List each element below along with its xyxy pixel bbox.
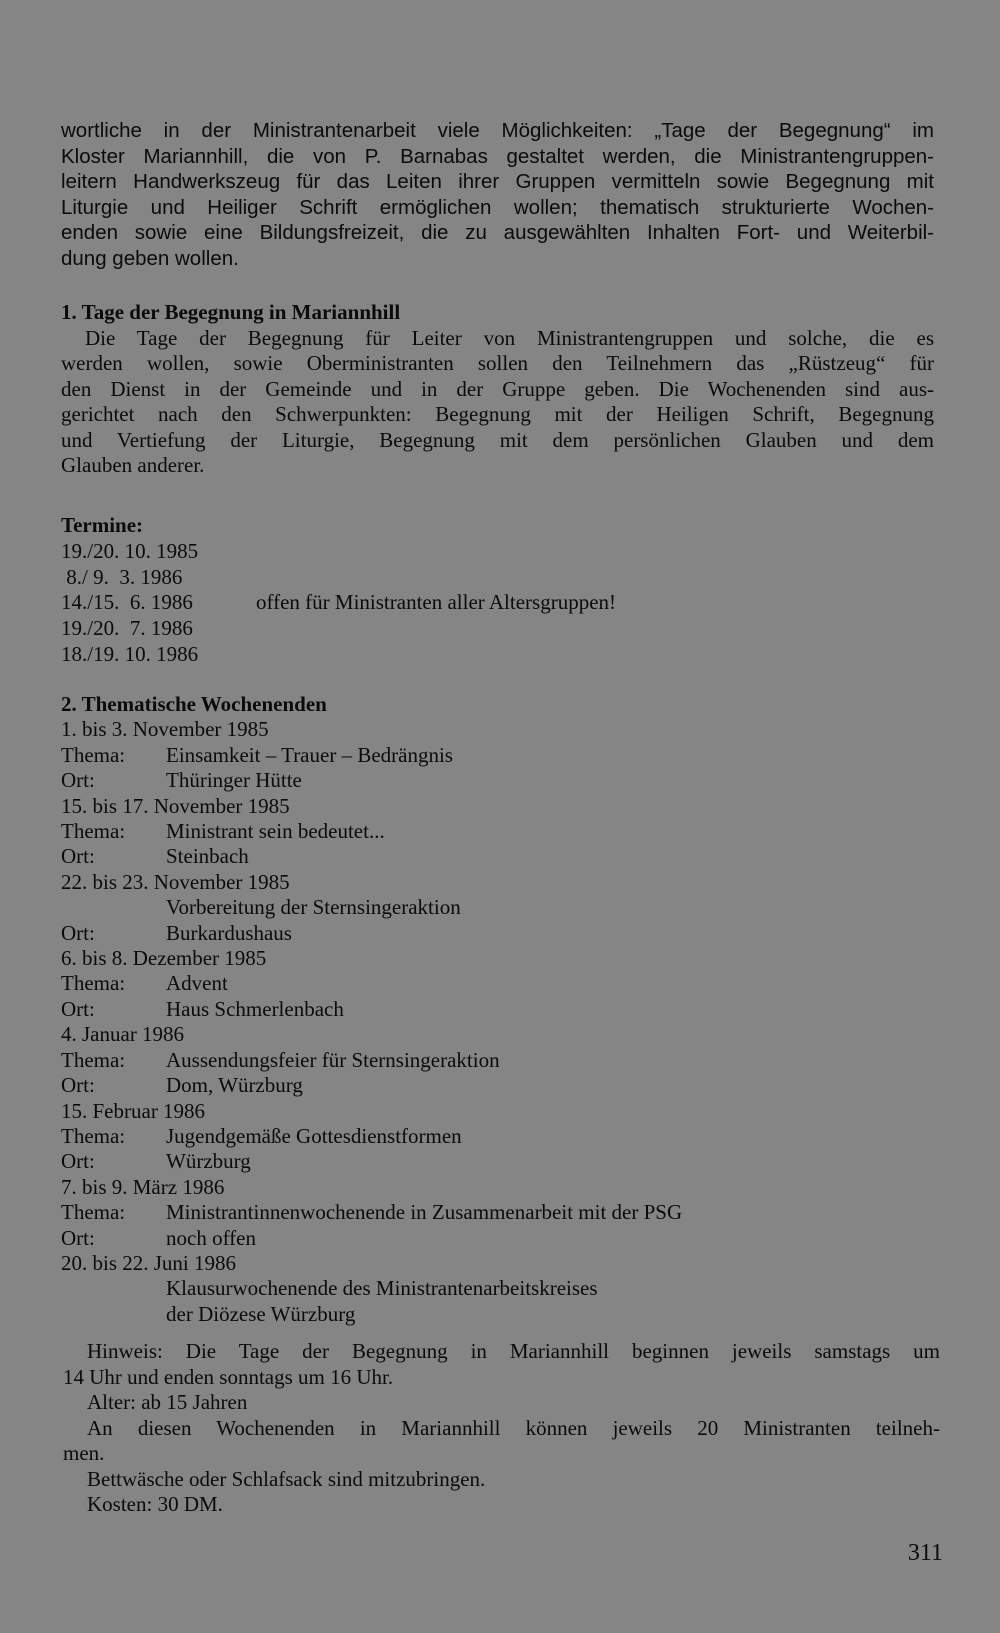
termine-row: [61, 565, 616, 591]
thema-label: Thema:: [61, 971, 126, 996]
event-date: 1. bis 3. November 1985: [61, 717, 269, 742]
thema-value: Advent: [166, 971, 228, 996]
termine-row: [61, 616, 616, 642]
termine-date: 14./15. 6. 1986: [61, 590, 193, 615]
intro-line: dung geben wollen.: [61, 246, 239, 270]
intro-line: Liturgie und Heiliger Schrift ermöglichen wollen; thematisch strukturierte Wochen-: [61, 195, 934, 219]
event-thema: [61, 971, 682, 996]
ort-label: Ort:: [61, 768, 95, 793]
event-ort: [61, 844, 682, 869]
ort-value: Burkardushaus: [166, 920, 292, 945]
ort-label: Ort:: [61, 1149, 95, 1174]
termine-date: 19./20. 7. 1986: [61, 616, 193, 641]
section-1-line: und Vertiefung der Liturgie, Begegnung mit dem persönlichen Glauben und dem: [61, 427, 934, 452]
bettwaesche-line: Bettwäsche oder Schlafsack sind mitzubringen.: [87, 1466, 486, 1491]
termine-heading: Termine:: [61, 513, 144, 537]
termine-list: [61, 513, 616, 668]
ort-label: Ort:: [61, 1225, 95, 1250]
kosten-line: Kosten: 30 DM.: [87, 1492, 223, 1516]
intro-line: leitern Handwerkszeug für das Leiten ihrer Gruppen vermitteln sowie Begegnung mit: [61, 170, 934, 193]
thema-label: Thema:: [61, 819, 126, 844]
termine-date: 18./19. 10. 1986: [61, 641, 199, 666]
termine-row: [61, 642, 616, 668]
notes-block: [63, 1339, 940, 1518]
section-2: [61, 692, 682, 1327]
event-date: 4. Januar 1986: [61, 1022, 185, 1047]
event-ort: [61, 1073, 682, 1098]
section-1: [61, 300, 934, 479]
event-ort: [61, 1226, 682, 1251]
ort-value: Dom, Würzburg: [166, 1073, 303, 1098]
ort-value: Thüringer Hütte: [166, 768, 302, 793]
thema-value: Ministrant sein bedeutet...: [166, 819, 385, 844]
intro-line: wortliche in der Ministrantenarbeit viele Möglichkeiten: „Tage der Begegnung“ im: [61, 119, 934, 142]
event-thema: [61, 1200, 682, 1225]
event-date: 7. bis 9. März 1986: [61, 1174, 225, 1199]
event-thema: [61, 1048, 682, 1073]
hinweis-line: 14 Uhr und enden sonntags um 16 Uhr.: [63, 1364, 394, 1389]
ort-value: Haus Schmerlenbach: [166, 996, 344, 1021]
ort-label: Ort:: [61, 1073, 95, 1098]
event-ort: [61, 1149, 682, 1174]
section-1-line: Die Tage der Begegnung für Leiter von Ministrantengruppen und solche, die es: [85, 325, 934, 350]
thema-value: Jugendgemäße Gottesdienstformen: [166, 1123, 462, 1148]
teilnehmer-line: men.: [63, 1441, 105, 1465]
termine-date: 19./20. 10. 1985: [61, 538, 199, 563]
ort-label: Ort:: [61, 920, 95, 945]
page-number: 311: [907, 1540, 943, 1566]
teilnehmer-line: An diesen Wochenenden in Mariannhill können jeweils 20 Ministranten teilneh-: [87, 1415, 940, 1440]
ort-value: Steinbach: [166, 844, 249, 869]
event-date: 20. bis 22. Juni 1986: [61, 1250, 237, 1275]
termine-date: 8./ 9. 3. 1986: [61, 564, 183, 589]
ort-value: noch offen: [166, 1225, 256, 1250]
ort-label: Ort:: [61, 844, 95, 869]
thema-label: Thema:: [61, 1047, 126, 1072]
section-1-line: den Dienst in der Gemeinde und in der Gruppe geben. Die Wochenenden sind aus-: [61, 376, 934, 401]
event-description: Vorbereitung der Sternsingeraktion: [166, 895, 461, 920]
section-1-line: werden wollen, sowie Oberministranten sollen den Teilnehmern das „Rüstzeug“ für: [61, 351, 934, 375]
event-description: Klausurwochenende des Ministrantenarbeitskreises: [166, 1276, 598, 1301]
thema-label: Thema:: [61, 1123, 126, 1148]
intro-line: enden sowie eine Bildungsfreizeit, die zu ausgewählten Inhalten Fort- und Weiterbil-: [61, 221, 934, 244]
event-ort: [61, 768, 682, 793]
ort-value: Würzburg: [166, 1149, 251, 1174]
event-date: 15. Februar 1986: [61, 1098, 206, 1123]
intro-paragraph: [61, 118, 934, 271]
hinweis-line: Hinweis: Die Tage der Begegnung in Mariannhill beginnen jeweils samstags um: [87, 1339, 940, 1363]
thema-label: Thema:: [61, 1200, 126, 1225]
event-date: 15. bis 17. November 1985: [61, 793, 290, 818]
thema-value: Aussendungsfeier für Sternsingeraktion: [166, 1047, 500, 1072]
termine-row: [61, 590, 616, 616]
section-1-line: Glauben anderer.: [61, 453, 205, 477]
event-description: der Diözese Würzburg: [166, 1301, 356, 1326]
section-2-heading: 2. Thematische Wochenenden: [61, 692, 327, 716]
ort-label: Ort:: [61, 996, 95, 1021]
section-1-heading: 1. Tage der Begegnung in Mariannhill: [61, 300, 401, 324]
section-1-line: gerichtet nach den Schwerpunkten: Begegnung mit der Heiligen Schrift, Begegnung: [61, 402, 934, 426]
event-thema: [61, 1124, 682, 1149]
event-date: 22. bis 23. November 1985: [61, 869, 290, 894]
thema-label: Thema:: [61, 742, 126, 767]
thema-value: Ministrantinnenwochenende in Zusammenarbeit mit der PSG: [166, 1200, 683, 1225]
event-thema: [61, 743, 682, 768]
termine-row: [61, 539, 616, 565]
event-ort: [61, 997, 682, 1022]
event-ort: [61, 921, 682, 946]
event-date: 6. bis 8. Dezember 1985: [61, 946, 267, 971]
intro-line: Kloster Mariannhill, die von P. Barnabas gestaltet werden, die Ministrantengruppen-: [61, 144, 934, 168]
event-thema: [61, 819, 682, 844]
thema-value: Einsamkeit – Trauer – Bedrängnis: [166, 742, 453, 767]
alter-line: Alter: ab 15 Jahren: [87, 1390, 248, 1414]
termine-note: offen für Ministranten aller Altersgruppen!: [256, 590, 617, 615]
